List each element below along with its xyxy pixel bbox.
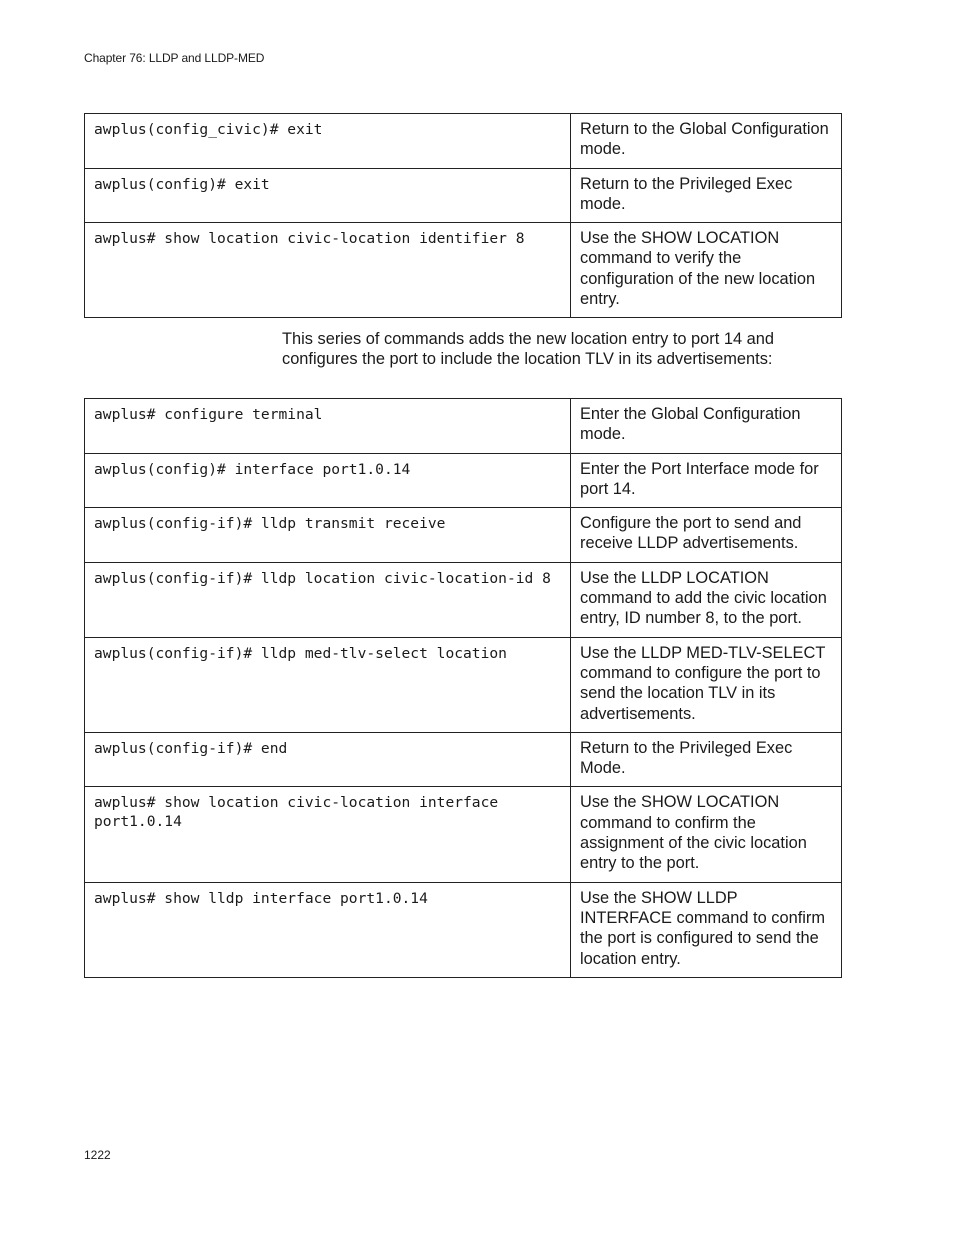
description-cell: Enter the Port Interface mode for port 14. bbox=[571, 453, 842, 508]
command-table-1 bbox=[84, 113, 842, 318]
command-cell: awplus(config)# interface port1.0.14 bbox=[85, 453, 571, 508]
table-row bbox=[85, 787, 842, 882]
command-cell: awplus# configure terminal bbox=[85, 399, 571, 454]
page-number: 1222 bbox=[84, 1148, 111, 1162]
command-cell: awplus(config)# exit bbox=[85, 168, 571, 223]
description-cell: Use the SHOW LOCATION command to verify the configuration of the new location entry. bbox=[571, 223, 842, 318]
table-row bbox=[85, 168, 842, 223]
table-row bbox=[85, 732, 842, 787]
description-cell: Use the SHOW LOCATION command to confirm the assignment of the civic location entry to the port. bbox=[571, 787, 842, 882]
description-cell: Return to the Global Configuration mode. bbox=[571, 114, 842, 169]
table-row bbox=[85, 882, 842, 977]
command-cell: awplus# show location civic-location interface port1.0.14 bbox=[85, 787, 571, 882]
table-row bbox=[85, 637, 842, 732]
description-cell: Use the LLDP MED-TLV-SELECT command to configure the port to send the location TLV in its advertisements. bbox=[571, 637, 842, 732]
table-row bbox=[85, 399, 842, 454]
table-row bbox=[85, 453, 842, 508]
description-cell: Return to the Privileged Exec Mode. bbox=[571, 732, 842, 787]
command-cell: awplus(config-if)# end bbox=[85, 732, 571, 787]
table-row bbox=[85, 223, 842, 318]
description-cell: Configure the port to send and receive LLDP advertisements. bbox=[571, 508, 842, 563]
description-cell: Enter the Global Configuration mode. bbox=[571, 399, 842, 454]
table-row bbox=[85, 562, 842, 637]
command-cell: awplus# show lldp interface port1.0.14 bbox=[85, 882, 571, 977]
description-cell: Return to the Privileged Exec mode. bbox=[571, 168, 842, 223]
description-cell: Use the LLDP LOCATION command to add the civic location entry, ID number 8, to the port. bbox=[571, 562, 842, 637]
command-cell: awplus(config-if)# lldp transmit receive bbox=[85, 508, 571, 563]
intro-paragraph: This series of commands adds the new location entry to port 14 and configures the port to include the location TLV in its advertisements: bbox=[282, 330, 774, 369]
running-header: Chapter 76: LLDP and LLDP-MED bbox=[84, 51, 265, 65]
table-row bbox=[85, 114, 842, 169]
command-cell: awplus(config-if)# lldp location civic-location-id 8 bbox=[85, 562, 571, 637]
command-cell: awplus(config_civic)# exit bbox=[85, 114, 571, 169]
description-cell: Use the SHOW LLDP INTERFACE command to confirm the port is configured to send the location entry. bbox=[571, 882, 842, 977]
command-cell: awplus(config-if)# lldp med-tlv-select location bbox=[85, 637, 571, 732]
table-row bbox=[85, 508, 842, 563]
command-cell: awplus# show location civic-location identifier 8 bbox=[85, 223, 571, 318]
command-table-2 bbox=[84, 398, 842, 978]
